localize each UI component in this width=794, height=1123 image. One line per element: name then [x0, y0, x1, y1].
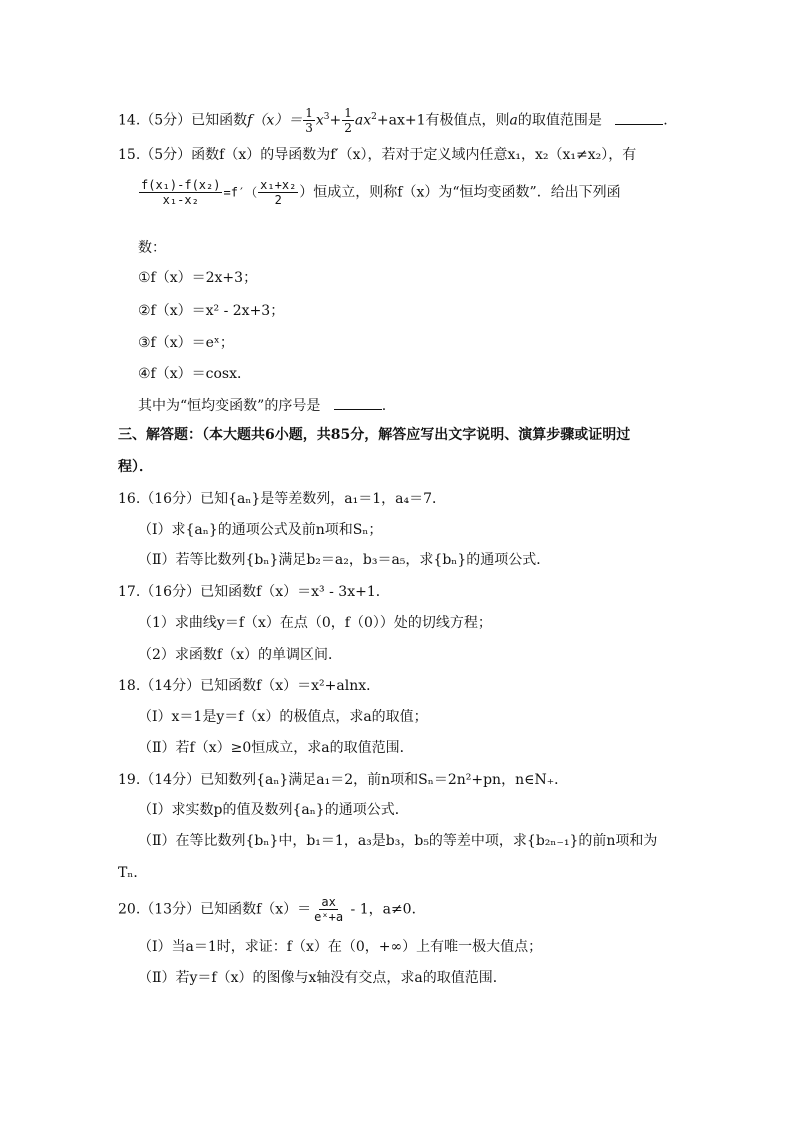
q15-ending: 其中为“恒均变函数”的序号是 . — [138, 395, 386, 416]
q14-answer-blank — [615, 110, 663, 125]
q14-label: 14.（5分）已知函数 — [118, 112, 248, 129]
q20-fraction: $\frac{ax}{\text{eˣ+a}}$ — [314, 895, 344, 924]
q18-head: 18.（14分）已知函数f（x）＝x²+alnx． — [118, 678, 381, 694]
q17-head: 17.（16分）已知函数f（x）＝x³ - 3x+1． — [118, 584, 390, 600]
q15-option-1: ①f（x）＝2x+3； — [138, 270, 258, 286]
q18-part1: （Ⅰ）x＝1是y＝f（x）的极值点，求a的取值； — [138, 709, 428, 725]
q18-part2: （Ⅱ）若f（x）≥0恒成立，求a的取值范围． — [138, 740, 414, 756]
q15-line1: 15.（5分）函数f（x）的导函数为f′（x），若对于定义域内任意x₁，x₂（x₁≠x₂），有 — [118, 147, 637, 163]
q20-head: 20.（13分）已知函数f（x）＝ $\frac{ax}{\text{eˣ+a}}$ - 1，a≠0． — [118, 895, 426, 924]
q20-part2: （Ⅱ）若y＝f（x）的图像与x轴没有交点，求a的取值范围． — [138, 970, 507, 986]
q14-frac2: $\frac{1}{2}$ — [344, 106, 352, 135]
q15-line2: $\frac{\text{f(x₁)-f(x₂)}}{\text{x₁-x₂}}$ =f′（ $\frac{\text{x₁+x₂}}{2}$ ）恒成立，则称f（x）为“恒均变函数”．给出下列函 — [141, 178, 621, 207]
q14-line: 14.（5分）已知函数f（x）＝ $\frac{1}{3}$ $x^3+$ $\frac{1}{2}$ $ax^2+ax+1$有极值点，则a的取值范围是 . — [118, 106, 668, 135]
q19-head: 19.（14分）已知数列{aₙ}满足a₁＝2，前n项和Sₙ＝2n²+pn，n∈N₊． — [118, 772, 569, 788]
q14-fx: f（x）＝ — [247, 112, 303, 129]
q16-part1: （Ⅰ）求{aₙ}的通项公式及前n项和Sₙ； — [138, 522, 383, 538]
q19-part2-cont: Tₙ． — [118, 865, 148, 881]
q16-part2: （Ⅱ）若等比数列{bₙ}满足b₂＝a₂，b₃＝a₅，求{bₙ}的通项公式． — [138, 552, 551, 568]
q17-part2: （2）求函数f（x）的单调区间． — [138, 647, 342, 663]
section3-heading-cont: 程）． — [118, 459, 153, 475]
q15-rhs-fraction: $\frac{\text{x₁+x₂}}{2}$ — [260, 178, 297, 207]
q15-option-4: ④f（x）＝cosx． — [138, 366, 251, 382]
q15-answer-blank — [334, 395, 382, 410]
q15-option-2: ②f（x）＝x² - 2x+3； — [138, 303, 285, 319]
section3-heading: 三、解答题：（本大题共6小题，共85分，解答应写出文字说明、演算步骤或证明过 — [118, 427, 631, 443]
q19-part2: （Ⅱ）在等比数列{bₙ}中，b₁＝1，a₃是b₃，b₅的等差中项，求{b₂ₙ₋₁}的前n项和为 — [138, 833, 658, 849]
q16-head: 16.（16分）已知{aₙ}是等差数列，a₁＝1，a₄＝7． — [118, 491, 447, 507]
q14-frac1: $\frac{1}{3}$ — [305, 106, 313, 135]
q15-option-3: ③f（x）＝eˣ； — [138, 335, 234, 351]
q19-part1: （Ⅰ）求实数p的值及数列{aₙ}的通项公式． — [138, 802, 409, 818]
q15-lhs-fraction: $\frac{\text{f(x₁)-f(x₂)}}{\text{x₁-x₂}}$ — [141, 178, 221, 207]
q17-part1: （1）求曲线y＝f（x）在点（0，f（0））处的切线方程； — [138, 615, 492, 631]
q15-line3: 数： — [138, 240, 166, 256]
q20-part1: （Ⅰ）当a＝1时，求证：f（x）在（0，+∞）上有唯一极大值点； — [138, 939, 543, 955]
